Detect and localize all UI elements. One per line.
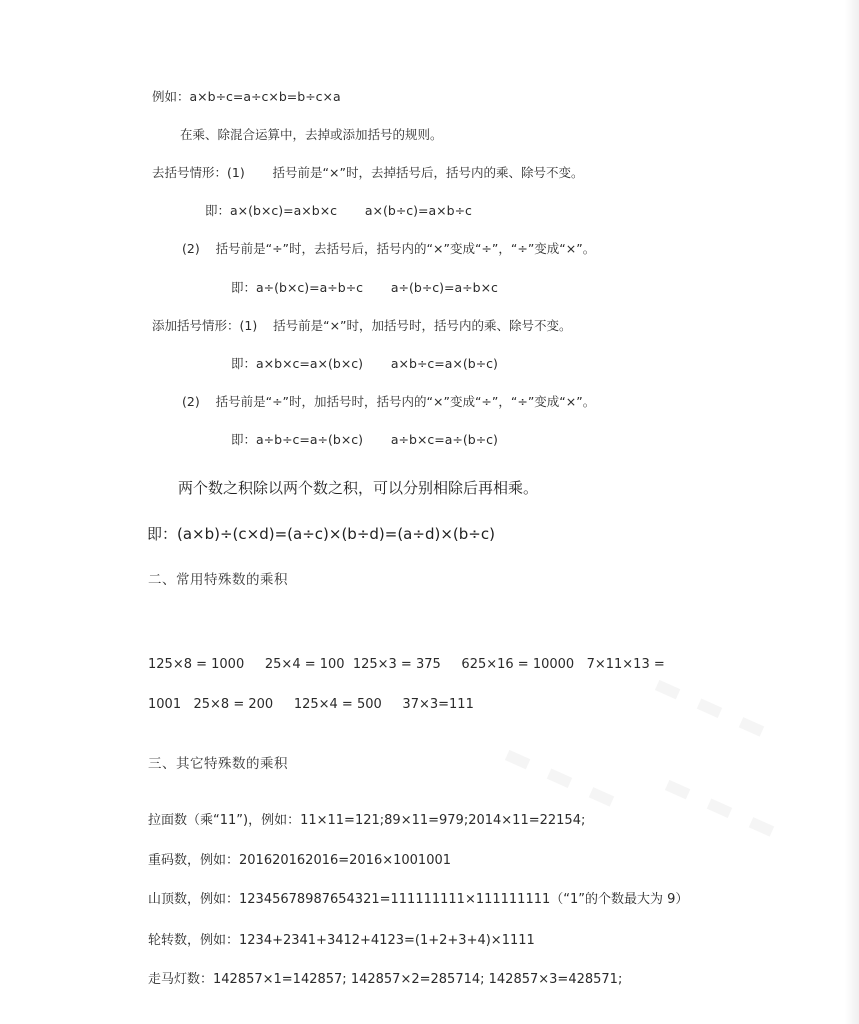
remove-parentheses-case-2: (2) 括号前是“÷”时，去括号后，括号内的“×”变成“÷”，“÷”变成“×”。 [182,241,596,256]
formula-line: 即：a÷(b×c)=a÷b÷c a÷(b÷c)=a÷b×c [231,280,498,295]
special-products-line-1: 125×8 = 1000 25×4 = 100 125×3 = 375 625×16 = 10000 7×11×13 = [148,657,665,672]
special-number-line: 拉面数（乘“11”)，例如：11×11=121;89×11=979;2014×11=22154; [148,813,586,828]
formula-line: 即：a×b×c=a×(b×c) a×b÷c=a×(b÷c) [231,356,498,371]
watermark-mark: ▬ ▬ ▬ [648,666,776,749]
section-heading-other-products: 三、其它特殊数的乘积 [148,756,288,772]
add-parentheses-case-1: 添加括号情形：(1) 括号前是“×”时，加括号时，括号内的乘、除号不变。 [152,318,572,333]
special-number-line: 轮转数，例如：1234+2341+3412+4123=(1+2+3+4)×1111 [148,933,535,948]
product-division-formula: 即：(a×b)÷(c×d)=(a÷c)×(b÷d)=(a÷d)×(b÷c) [147,525,495,543]
section-heading-common-products: 二、常用特殊数的乘积 [148,572,288,588]
watermark-mark: ▬ ▬ ▬ [498,736,626,819]
remove-parentheses-case-1: 去括号情形：(1) 括号前是“×”时，去掉括号后，括号内的乘、除号不变。 [152,165,584,180]
special-number-line: 重码数，例如：201620162016=2016×1001001 [148,853,452,868]
special-number-line: 山顶数，例如：12345678987654321=111111111×111111111（“1”的个数最大为 9） [148,892,689,907]
special-number-line: 走马灯数：142857×1=142857; 142857×2=285714; 142857×3=428571; [148,972,623,987]
formula-line: 即：a÷b÷c=a÷(b×c) a÷b×c=a÷(b÷c) [231,432,498,447]
example-line: 例如：a×b÷c=a÷c×b=b÷c×a [152,89,341,104]
page-edge-shadow [845,0,859,1024]
add-parentheses-case-2: (2) 括号前是“÷”时，加括号时，括号内的“×”变成“÷”，“÷”变成“×”。 [182,394,596,409]
special-products-line-2: 1001 25×8 = 200 125×4 = 500 37×3=111 [148,697,474,712]
formula-line: 即：a×(b×c)=a×b×c a×(b÷c)=a×b÷c [205,203,472,218]
product-division-rule: 两个数之积除以两个数之积，可以分别相除后再相乘。 [178,479,539,497]
rule-intro: 在乘、除混合运算中，去掉或添加括号的规则。 [180,127,443,142]
watermark-mark: ▬ ▬ ▬ [658,766,786,849]
